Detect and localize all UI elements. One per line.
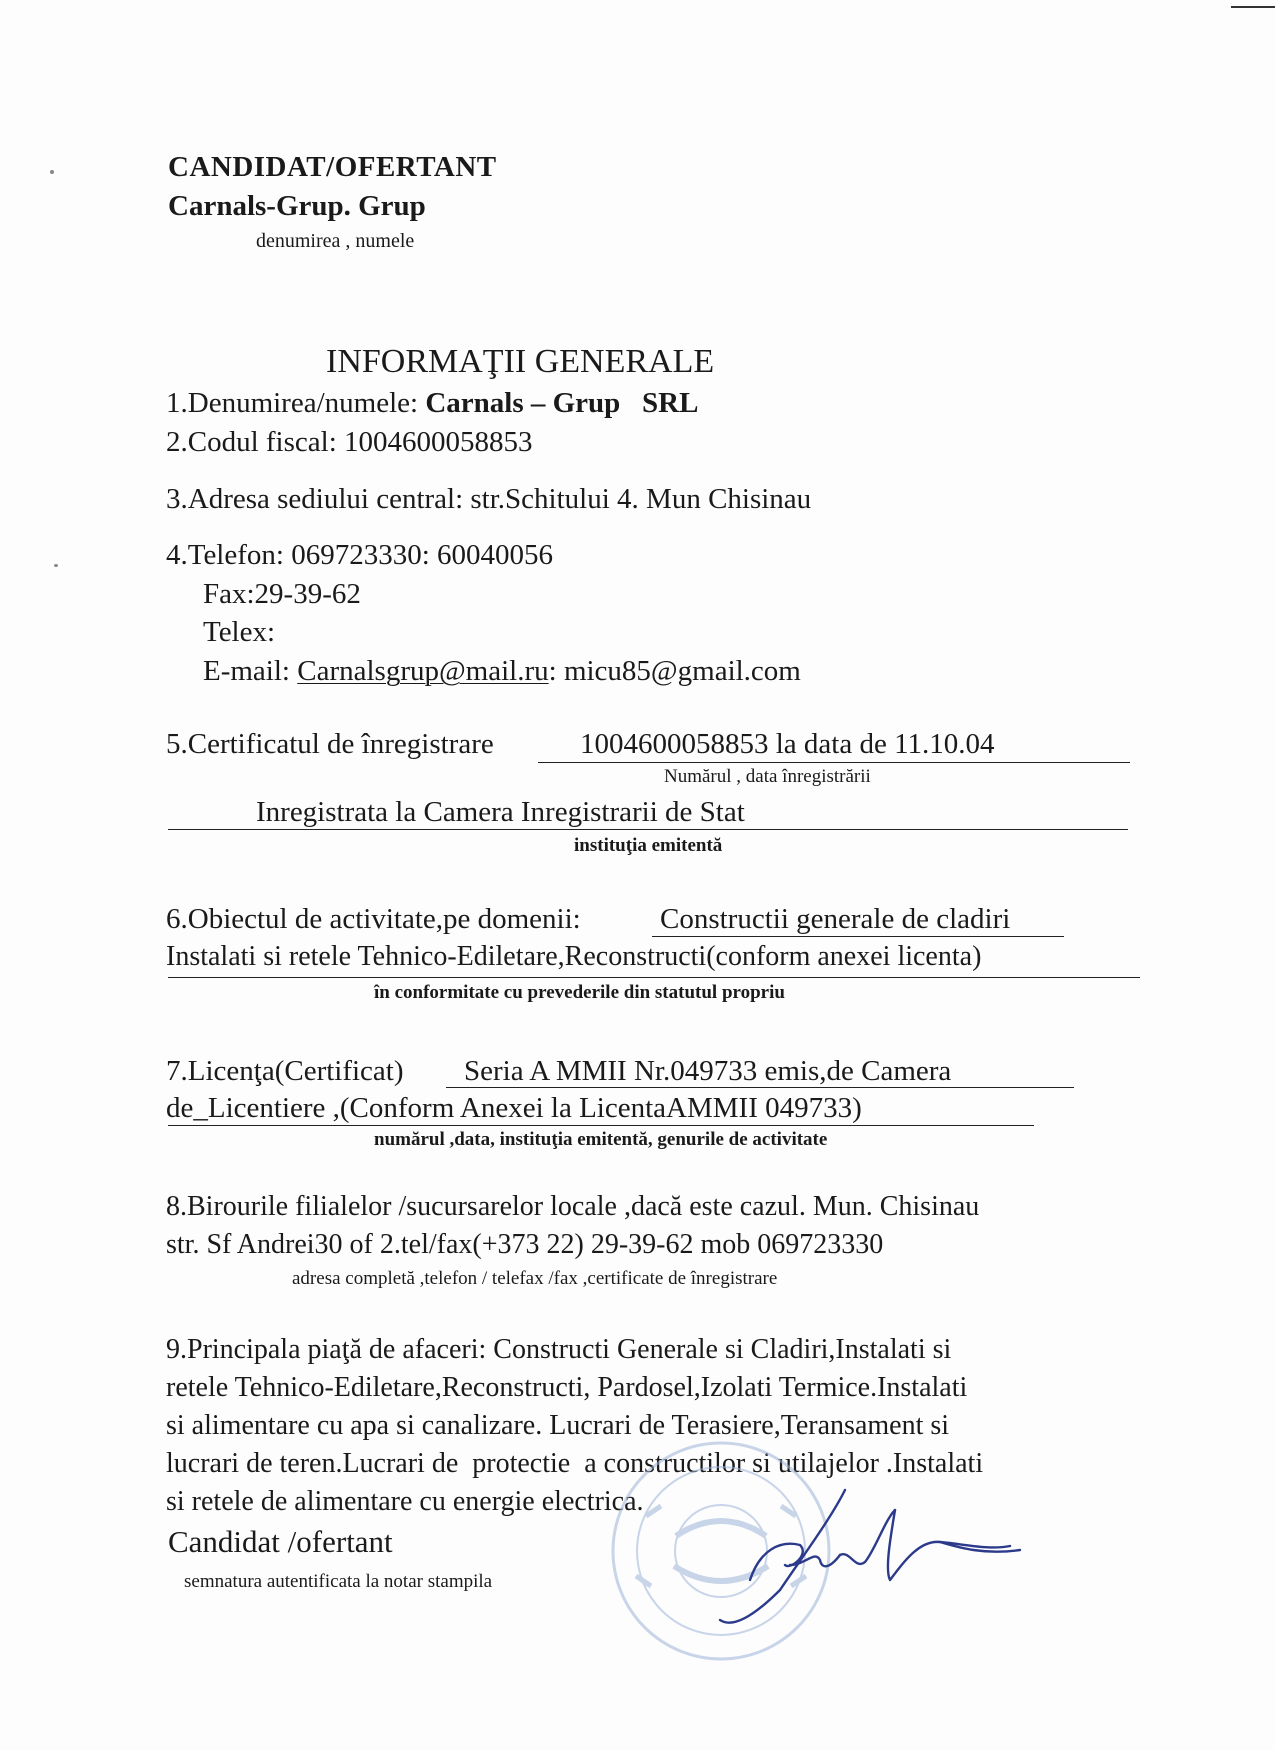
scan-speck — [54, 564, 58, 567]
item-6-value-1: Constructii generale de cladiri — [660, 903, 1011, 935]
item-7-value-1: Seria A MMII Nr.049733 emis,de Camera — [464, 1055, 952, 1087]
item-5-blank-line — [538, 762, 1130, 763]
item-1-label: 1.Denumirea/numele: — [166, 387, 419, 419]
item-4-phone: 4.Telefon: 069723330: 60040056 — [166, 539, 554, 571]
item-8-caption: adresa completă ,telefon / telefax /fax ,certificate de înregistrare — [292, 1268, 778, 1289]
company-caption: denumirea , numele — [256, 230, 415, 252]
footer-caption: semnatura autentificata la notar stampila — [184, 1571, 493, 1592]
scan-edge-mark — [1231, 6, 1275, 8]
item-4-telex: Telex: — [203, 616, 276, 648]
page-title: INFORMAŢII GENERALE — [326, 343, 715, 380]
item-8-line-2: str. Sf Andrei30 of 2.tel/fax(+373 22) 29-39-62 mob 069723330 — [166, 1229, 884, 1260]
item-5-label: 5.Certificatul de înregistrare — [166, 728, 494, 760]
item-1 — [166, 386, 698, 420]
item-4-fax: Fax:29-39-62 — [203, 578, 361, 610]
item-8-line-1: 8.Birourile filialelor /sucursarelor locale ,dacă este cazul. Mun. Chisinau — [166, 1191, 980, 1222]
email-label: E-mail: — [203, 655, 298, 687]
item-1-value: Carnals – Grup SRL — [425, 387, 699, 419]
item-9-line: si retele de alimentare cu energie electrica. — [166, 1486, 644, 1517]
item-5-caption-2: instituţia emitentă — [574, 835, 723, 856]
item-6-value-2: Instalati si retele Tehnico-Ediletare,Reconstructi(conform anexei licenta) — [166, 941, 982, 972]
scan-speck — [50, 170, 54, 174]
signature-mark — [690, 1470, 1050, 1640]
item-6-label: 6.Obiectul de activitate,pe domenii: — [166, 903, 581, 935]
email-secondary: : micu85@gmail.com — [548, 655, 801, 687]
item-9-line: retele Tehnico-Ediletare,Reconstructi, Pardosel,Izolati Termice.Instalati — [166, 1372, 968, 1403]
item-5-issuer-line — [168, 829, 1128, 830]
item-7-caption: numărul ,data, instituţia emitentă, genurile de activitate — [374, 1129, 828, 1150]
item-9-line: 9.Principala piaţă de afaceri: Constructi Generale si Cladiri,Instalati si — [166, 1334, 952, 1365]
item-7-value-2: de_Licentiere ,(Conform Anexei la LicentaAMMII 049733) — [166, 1092, 862, 1124]
item-3-address: 3.Adresa sediului central: str.Schitului 4. Mun Chisinau — [166, 483, 812, 515]
item-9-line: lucrari de teren.Lucrari de protectie a constructilor si utilajelor .Instalati — [166, 1448, 984, 1479]
item-6-blank-line-2 — [168, 977, 1140, 978]
item-4-email — [203, 654, 801, 688]
item-6-blank-line-1 — [652, 936, 1064, 937]
email-link[interactable]: Carnalsgrup@mail.ru — [297, 655, 549, 687]
item-2-fiscal-code: 2.Codul fiscal: 1004600058853 — [166, 426, 533, 458]
item-5-caption-1: Numărul , data înregistrării — [664, 766, 871, 787]
item-5-value: 1004600058853 la data de 11.10.04 — [580, 728, 995, 760]
item-6-caption: în conformitate cu prevederile din statutul propriu — [374, 982, 785, 1003]
candidate-heading: CANDIDAT/OFERTANT — [168, 151, 497, 183]
company-name: Carnals-Grup. Grup — [168, 190, 426, 222]
item-5-issuer: Inregistrata la Camera Inregistrarii de Stat — [256, 796, 745, 828]
item-7-label: 7.Licenţa(Certificat) — [166, 1055, 404, 1087]
item-9-line: si alimentare cu apa si canalizare. Lucrari de Terasiere,Teransament si — [166, 1410, 950, 1441]
item-7-blank-line-2 — [168, 1125, 1034, 1126]
footer-candidate-label: Candidat /ofertant — [168, 1524, 393, 1559]
